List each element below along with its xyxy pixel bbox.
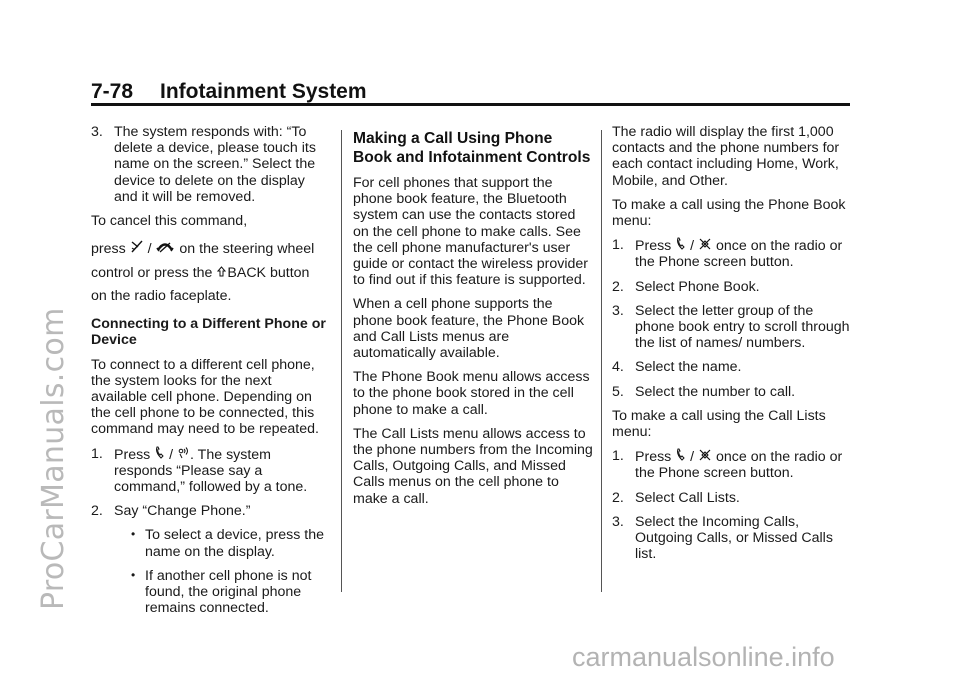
section-subheading: Connecting to a Different Phone or Device [91, 316, 326, 349]
hang-up-icon [156, 237, 174, 260]
column-divider-2 [601, 130, 602, 592]
paragraph: For cell phones that support the phone book feature, the Bluetooth system can use the contacts stored on the cell phone to make calls. See the cell phone manufacturer's user guide or contact the wireless provider to find out if this feature is supported. [353, 175, 589, 289]
phone-icon [676, 448, 685, 465]
connect-paragraph: To connect to a different cell phone, the system looks for the next available cell phone. Depending on the cell phone to be connected, this command may need to be repeated. [91, 356, 319, 438]
list-item: 3. The system responds with: “To delete a device, please touch its name on the screen.” Select the device to delete on the display and it will be removed. [91, 124, 316, 205]
phone-icon [155, 446, 164, 463]
voice-icon [178, 446, 189, 463]
header-rule [91, 103, 850, 106]
bullet-item: • If another cell phone is not found, the original phone remains connected. [131, 567, 312, 617]
paragraph: The Phone Book menu allows access to the phone book stored in the cell phone to make a call. [353, 369, 590, 418]
cancel-intro: To cancel this command, [91, 213, 248, 230]
bullet-icon: • [131, 567, 136, 582]
cancel-paragraph: press / on the steering wheel control or press the BACK button on the radio faceplate. [91, 237, 329, 308]
list-item: 4. Select the name. [612, 359, 742, 376]
column-1 [91, 124, 329, 624]
section-heading: Making a Call Using Phone Book and Infotainment Controls [353, 130, 591, 166]
list-item: 2. Select Call Lists. [612, 489, 740, 506]
paragraph: To make a call using the Phone Book menu: [612, 196, 846, 230]
page-number: 7-78 [91, 80, 134, 103]
paragraph: The Call Lists menu allows access to the phone numbers from the Incoming Calls, Outgoing Calls, and Missed Calls menus on the cell phone to make a call. [353, 425, 593, 507]
hang-up-icon [699, 238, 711, 254]
column-3 [612, 124, 856, 570]
watermark-left: ProCarManuals.com [36, 307, 71, 610]
voice-icon [131, 237, 143, 260]
bullet-item: • To select a device, press the name on the display. [131, 527, 325, 560]
list-item: 1. Press / once on the radio or the Phone screen button. [612, 448, 843, 482]
watermark-bottom: carmanualsonline.info [572, 642, 835, 672]
phone-icon [676, 237, 685, 254]
column-divider-1 [341, 130, 342, 592]
list-item: 3. Select the Incoming Calls, Outgoing Calls, or Missed Calls list. [612, 513, 833, 563]
bullet-icon: • [131, 527, 136, 542]
column-2 [353, 129, 593, 515]
page-title: Infotainment System [160, 80, 367, 103]
list-item: 2. Select Phone Book. [612, 278, 760, 295]
list-item: 1. Press / . The system responds “Please say a command,” followed by a tone. [91, 445, 308, 496]
paragraph: When a cell phone supports the phone book feature, the Phone Book and Call Lists menus are automatically available. [353, 296, 585, 362]
page-header [91, 80, 851, 102]
paragraph: The radio will display the first 1,000 contacts and the phone numbers for each contact including Home, Work, Mobile, and Other. [612, 124, 840, 189]
list-item: 3. Select the letter group of the phone book entry to scroll through the list of names/ numbers. [612, 302, 850, 352]
list-item: 1. Press / once on the radio or the Phone screen button. [612, 237, 843, 271]
list-item: 5. Select the number to call. [612, 383, 796, 400]
back-arrow-icon [217, 261, 226, 284]
paragraph: To make a call using the Call Lists menu: [612, 407, 826, 441]
hang-up-icon [699, 449, 711, 465]
list-item: 2. Say “Change Phone.” [91, 503, 251, 520]
